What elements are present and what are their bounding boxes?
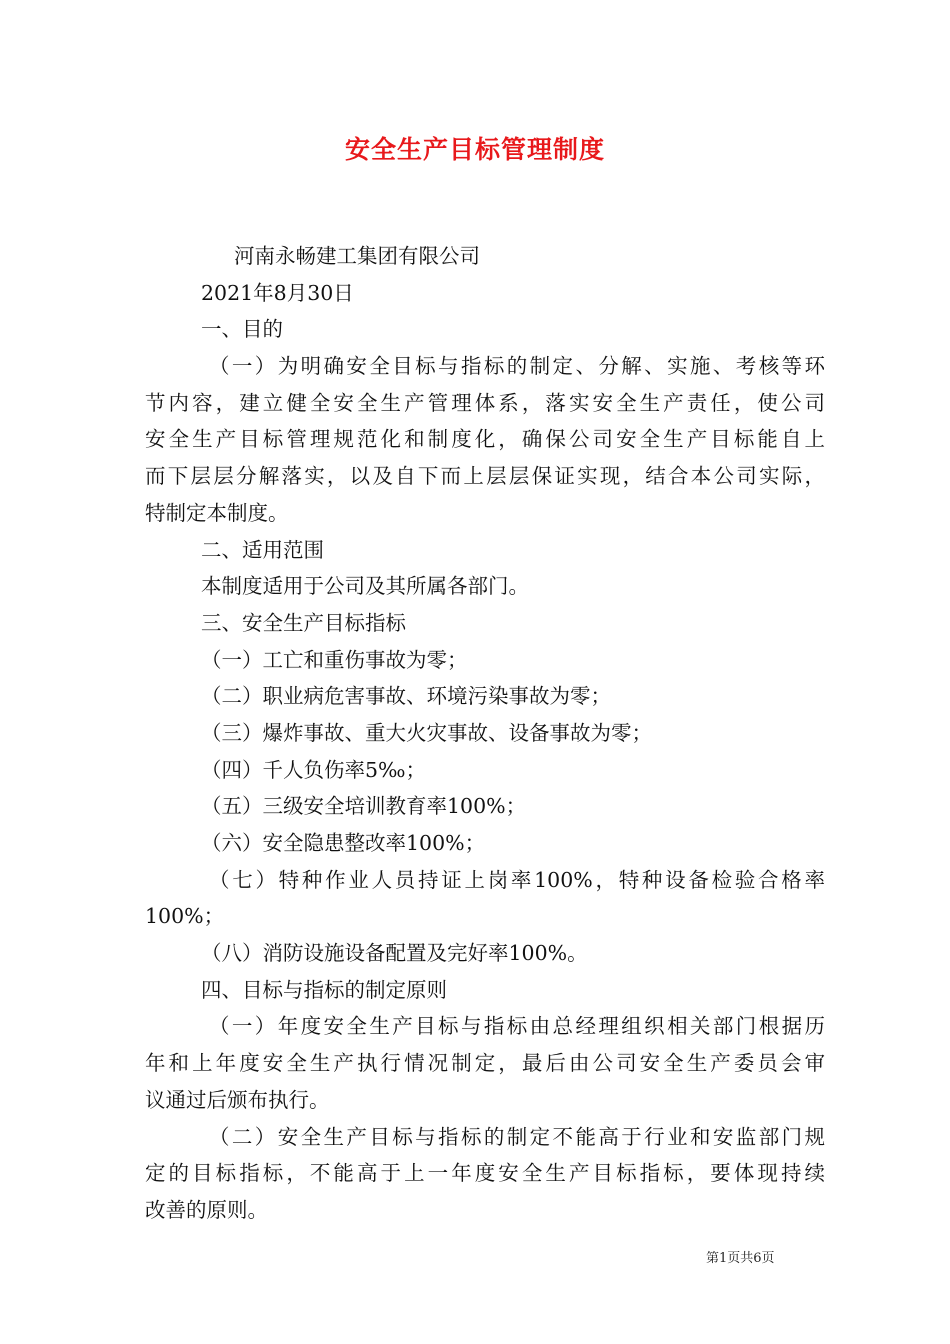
section-heading: 三、安全生产目标指标	[201, 610, 406, 635]
paragraph-line: （一）年度安全生产目标与指标由总经理组织相关部门根据历	[209, 1014, 825, 1039]
list-item: （八）消防设施设备配置及完好率100%。	[201, 941, 588, 966]
section-heading: 四、目标与指标的制定原则	[201, 977, 447, 1002]
company-name: 河南永畅建工集团有限公司	[234, 244, 480, 268]
list-item: （二）职业病危害事故、环境污染事故为零；	[201, 684, 611, 709]
list-item-continuation: 100%；	[145, 904, 225, 929]
list-item: （四）千人负伤率5‰；	[201, 757, 427, 782]
paragraph-line: 年和上年度安全生产执行情况制定，最后由公司安全生产委员会审	[145, 1051, 825, 1076]
document-title: 安全生产目标管理制度	[344, 135, 605, 164]
page-number: 第1页共6页	[706, 1251, 775, 1266]
document-date: 2021年8月30日	[201, 280, 354, 305]
list-item: （七）特种作业人员持证上岗率100%，特种设备检验合格率	[209, 867, 825, 892]
paragraph-line: 节内容，建立健全安全生产管理体系，落实安全生产责任，使公司	[145, 390, 825, 415]
paragraph-line: （二）安全生产目标与指标的制定不能高于行业和安监部门规	[209, 1124, 825, 1149]
list-item: （三）爆炸事故、重大火灾事故、设备事故为零；	[201, 720, 652, 745]
paragraph-line: 特制定本制度。	[145, 500, 289, 525]
paragraph-line: （一）为明确安全目标与指标的制定、分解、实施、考核等环	[209, 354, 825, 379]
paragraph-line: 议通过后颁布执行。	[145, 1087, 330, 1112]
paragraph-line: 安全生产目标管理规范化和制度化，确保公司安全生产目标能自上	[145, 427, 825, 452]
section-heading: 一、目的	[201, 317, 283, 342]
document-body	[145, 238, 825, 1229]
list-item: （六）安全隐患整改率100%；	[201, 831, 486, 855]
paragraph-line: 改善的原则。	[145, 1197, 268, 1222]
paragraph-line: 定的目标指标，不能高于上一年度安全生产目标指标，要体现持续	[145, 1161, 825, 1186]
section-heading: 二、适用范围	[201, 537, 324, 562]
list-item: （五）三级安全培训教育率100%；	[201, 794, 527, 819]
paragraph-line: 而下层层分解落实，以及自下而上层层保证实现，结合本公司实际，	[145, 464, 825, 489]
list-item: （一）工亡和重伤事故为零；	[201, 647, 468, 672]
paragraph-line: 本制度适用于公司及其所属各部门。	[201, 574, 529, 599]
